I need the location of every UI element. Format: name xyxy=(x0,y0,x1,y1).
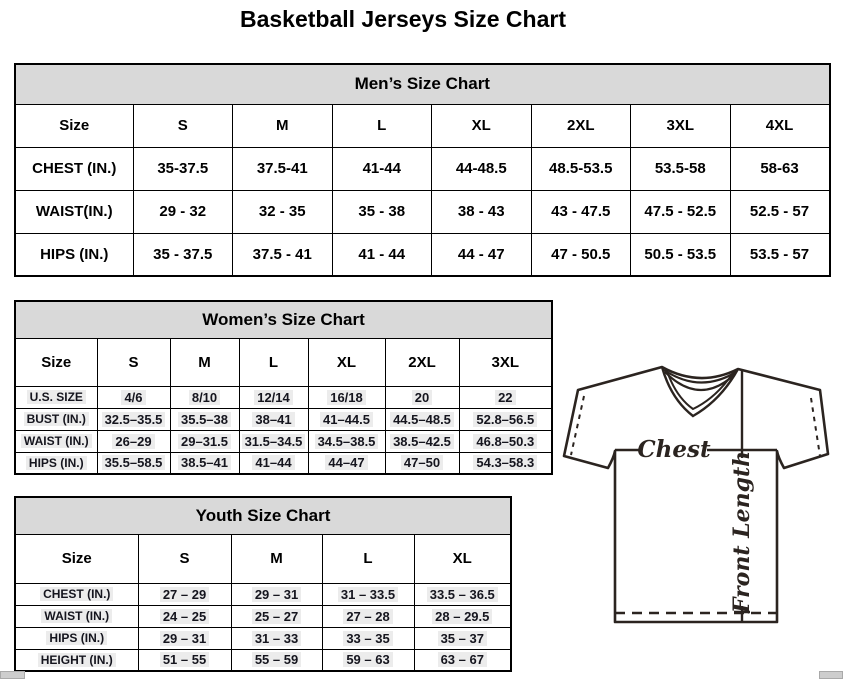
cell-text: 52.8–56.5 xyxy=(473,412,537,427)
table-cell xyxy=(322,583,414,605)
table-cell xyxy=(308,452,385,474)
table-cell: 41-44 xyxy=(332,147,432,190)
cell-text: WAIST (IN.) xyxy=(41,609,112,623)
cell-text: 29 – 31 xyxy=(160,631,209,646)
table-cell: 50.5 - 53.5 xyxy=(631,233,731,276)
table-cell: 44 - 47 xyxy=(432,233,532,276)
table-cell xyxy=(414,605,511,627)
table-cell xyxy=(459,452,552,474)
column-header: 4XL xyxy=(730,104,830,147)
table-cell xyxy=(322,627,414,649)
cell-text: 25 – 27 xyxy=(252,609,301,624)
table-row xyxy=(15,190,830,233)
column-header: S xyxy=(138,534,231,583)
table-cell: 53.5 - 57 xyxy=(730,233,830,276)
table-cell: 58-63 xyxy=(730,147,830,190)
youth-size-table xyxy=(14,496,512,672)
cell-text: 63 – 67 xyxy=(438,652,487,667)
cell-text: 54.3–58.3 xyxy=(473,455,537,470)
table-row xyxy=(15,338,552,386)
table-cell xyxy=(322,649,414,671)
table-row xyxy=(15,497,511,534)
table-cell: 32 - 35 xyxy=(233,190,333,233)
column-header: XL xyxy=(432,104,532,147)
row-label: CHEST (IN.) xyxy=(15,147,133,190)
cell-text: 41–44 xyxy=(252,455,294,470)
table-row xyxy=(15,104,830,147)
table-cell xyxy=(308,408,385,430)
table-cell xyxy=(385,452,459,474)
front-length-label: Front Length xyxy=(729,450,755,614)
row-label xyxy=(15,452,97,474)
cell-text: U.S. SIZE xyxy=(27,390,86,404)
column-header: 3XL xyxy=(631,104,731,147)
column-header: M xyxy=(233,104,333,147)
table-cell xyxy=(459,386,552,408)
cell-text: 27 – 28 xyxy=(343,609,392,624)
cell-text: HIPS (IN.) xyxy=(26,456,87,470)
youth-table-title: Youth Size Chart xyxy=(15,497,511,534)
cell-text: 44–47 xyxy=(325,455,367,470)
cell-text: 12/14 xyxy=(254,390,293,405)
right-cuff-dashed-line xyxy=(811,398,820,456)
row-label: WAIST(IN.) xyxy=(15,190,133,233)
table-cell xyxy=(239,452,308,474)
cell-text: WAIST (IN.) xyxy=(21,434,92,448)
horizontal-scrollbar-right-fragment[interactable] xyxy=(819,671,843,679)
table-cell: 35 - 37.5 xyxy=(133,233,233,276)
cell-text: 33.5 – 36.5 xyxy=(427,587,498,602)
column-header: M xyxy=(231,534,322,583)
table-cell xyxy=(170,430,239,452)
jersey-diagram xyxy=(558,360,838,626)
cell-text: 55 – 59 xyxy=(252,652,301,667)
cell-text: 20 xyxy=(412,390,432,405)
table-cell xyxy=(414,627,511,649)
cell-text: 16/18 xyxy=(327,390,366,405)
womens-size-table xyxy=(14,300,553,475)
cell-text: 46.8–50.3 xyxy=(473,434,537,449)
column-header: M xyxy=(170,338,239,386)
column-header: L xyxy=(239,338,308,386)
cell-text: 35.5–38 xyxy=(178,412,231,427)
mens-table-title: Men’s Size Chart xyxy=(15,64,830,104)
table-cell: 44-48.5 xyxy=(432,147,532,190)
table-cell xyxy=(414,649,511,671)
table-cell: 52.5 - 57 xyxy=(730,190,830,233)
horizontal-scrollbar-left-fragment[interactable] xyxy=(0,671,25,679)
table-cell: 38 - 43 xyxy=(432,190,532,233)
table-cell xyxy=(138,649,231,671)
cell-text: 59 – 63 xyxy=(343,652,392,667)
table-cell xyxy=(459,408,552,430)
table-cell xyxy=(97,452,170,474)
cell-text: 35 – 37 xyxy=(438,631,487,646)
table-row xyxy=(15,64,830,104)
table-cell: 29 - 32 xyxy=(133,190,233,233)
cell-text: 22 xyxy=(495,390,515,405)
table-cell xyxy=(459,430,552,452)
column-header: S xyxy=(133,104,233,147)
cell-text: CHEST (IN.) xyxy=(40,587,113,601)
cell-text: 41–44.5 xyxy=(320,412,373,427)
column-header: XL xyxy=(308,338,385,386)
column-header: 2XL xyxy=(531,104,631,147)
table-cell xyxy=(322,605,414,627)
column-header: L xyxy=(332,104,432,147)
mens-size-table xyxy=(14,63,831,277)
table-cell xyxy=(239,386,308,408)
cell-text: 38.5–41 xyxy=(178,455,231,470)
table-cell xyxy=(170,452,239,474)
column-header: L xyxy=(322,534,414,583)
row-label: HIPS (IN.) xyxy=(15,233,133,276)
table-cell xyxy=(138,583,231,605)
row-label xyxy=(15,430,97,452)
cell-text: 35.5–58.5 xyxy=(102,455,166,470)
table-row xyxy=(15,583,511,605)
table-cell: 47.5 - 52.5 xyxy=(631,190,731,233)
table-cell: 43 - 47.5 xyxy=(531,190,631,233)
table-cell: 48.5-53.5 xyxy=(531,147,631,190)
table-row xyxy=(15,408,552,430)
row-label xyxy=(15,605,138,627)
table-cell xyxy=(239,430,308,452)
cell-text: 38.5–42.5 xyxy=(390,434,454,449)
table-cell: 37.5-41 xyxy=(233,147,333,190)
table-row xyxy=(15,147,830,190)
table-row xyxy=(15,605,511,627)
cell-text: 44.5–48.5 xyxy=(390,412,454,427)
row-label xyxy=(15,408,97,430)
table-row xyxy=(15,386,552,408)
table-row xyxy=(15,649,511,671)
column-header: 2XL xyxy=(385,338,459,386)
cell-text: 24 – 25 xyxy=(160,609,209,624)
table-cell xyxy=(231,583,322,605)
cell-text: 51 – 55 xyxy=(160,652,209,667)
table-row xyxy=(15,301,552,338)
table-cell: 35 - 38 xyxy=(332,190,432,233)
table-cell xyxy=(97,386,170,408)
table-cell: 35-37.5 xyxy=(133,147,233,190)
left-cuff-dashed-line xyxy=(571,396,584,455)
table-cell xyxy=(138,627,231,649)
table-cell xyxy=(239,408,308,430)
table-row xyxy=(15,452,552,474)
table-cell: 41 - 44 xyxy=(332,233,432,276)
cell-text: 27 – 29 xyxy=(160,587,209,602)
table-cell xyxy=(414,583,511,605)
row-label xyxy=(15,386,97,408)
page-title: Basketball Jerseys Size Chart xyxy=(239,6,566,32)
cell-text: 28 – 29.5 xyxy=(432,609,492,624)
table-cell: 37.5 - 41 xyxy=(233,233,333,276)
column-header: S xyxy=(97,338,170,386)
table-cell xyxy=(231,605,322,627)
cell-text: 31.5–34.5 xyxy=(242,434,306,449)
cell-text: HEIGHT (IN.) xyxy=(38,653,116,667)
cell-text: 32.5–35.5 xyxy=(102,412,166,427)
table-cell xyxy=(308,430,385,452)
womens-table-title: Women’s Size Chart xyxy=(15,301,552,338)
jersey-outline xyxy=(564,367,828,622)
table-cell xyxy=(170,386,239,408)
chest-label: Chest xyxy=(637,436,711,463)
cell-text: 4/6 xyxy=(121,390,145,405)
table-cell xyxy=(138,605,231,627)
row-label xyxy=(15,583,138,605)
cell-text: 31 – 33 xyxy=(252,631,301,646)
table-cell xyxy=(385,408,459,430)
table-cell xyxy=(231,649,322,671)
cell-text: 38–41 xyxy=(252,412,294,427)
table-cell xyxy=(385,430,459,452)
table-cell: 53.5-58 xyxy=(631,147,731,190)
table-cell xyxy=(170,408,239,430)
table-cell xyxy=(97,430,170,452)
cell-text: 8/10 xyxy=(189,390,220,405)
cell-text: BUST (IN.) xyxy=(24,412,89,426)
column-header: XL xyxy=(414,534,511,583)
column-header: 3XL xyxy=(459,338,552,386)
row-label xyxy=(15,649,138,671)
table-cell: 47 - 50.5 xyxy=(531,233,631,276)
table-cell xyxy=(97,408,170,430)
row-label xyxy=(15,627,138,649)
cell-text: 31 – 33.5 xyxy=(338,587,398,602)
table-cell xyxy=(385,386,459,408)
table-row xyxy=(15,534,511,583)
table-row xyxy=(15,430,552,452)
cell-text: 29–31.5 xyxy=(178,434,231,449)
cell-text: 34.5–38.5 xyxy=(315,434,379,449)
cell-text: HIPS (IN.) xyxy=(46,631,107,645)
cell-text: 47–50 xyxy=(401,455,443,470)
table-row xyxy=(15,233,830,276)
table-cell xyxy=(308,386,385,408)
column-header: Size xyxy=(15,104,133,147)
cell-text: 33 – 35 xyxy=(343,631,392,646)
table-row xyxy=(15,627,511,649)
table-cell xyxy=(231,627,322,649)
cell-text: 26–29 xyxy=(112,434,154,449)
column-header: Size xyxy=(15,534,138,583)
column-header: Size xyxy=(15,338,97,386)
cell-text: 29 – 31 xyxy=(252,587,301,602)
